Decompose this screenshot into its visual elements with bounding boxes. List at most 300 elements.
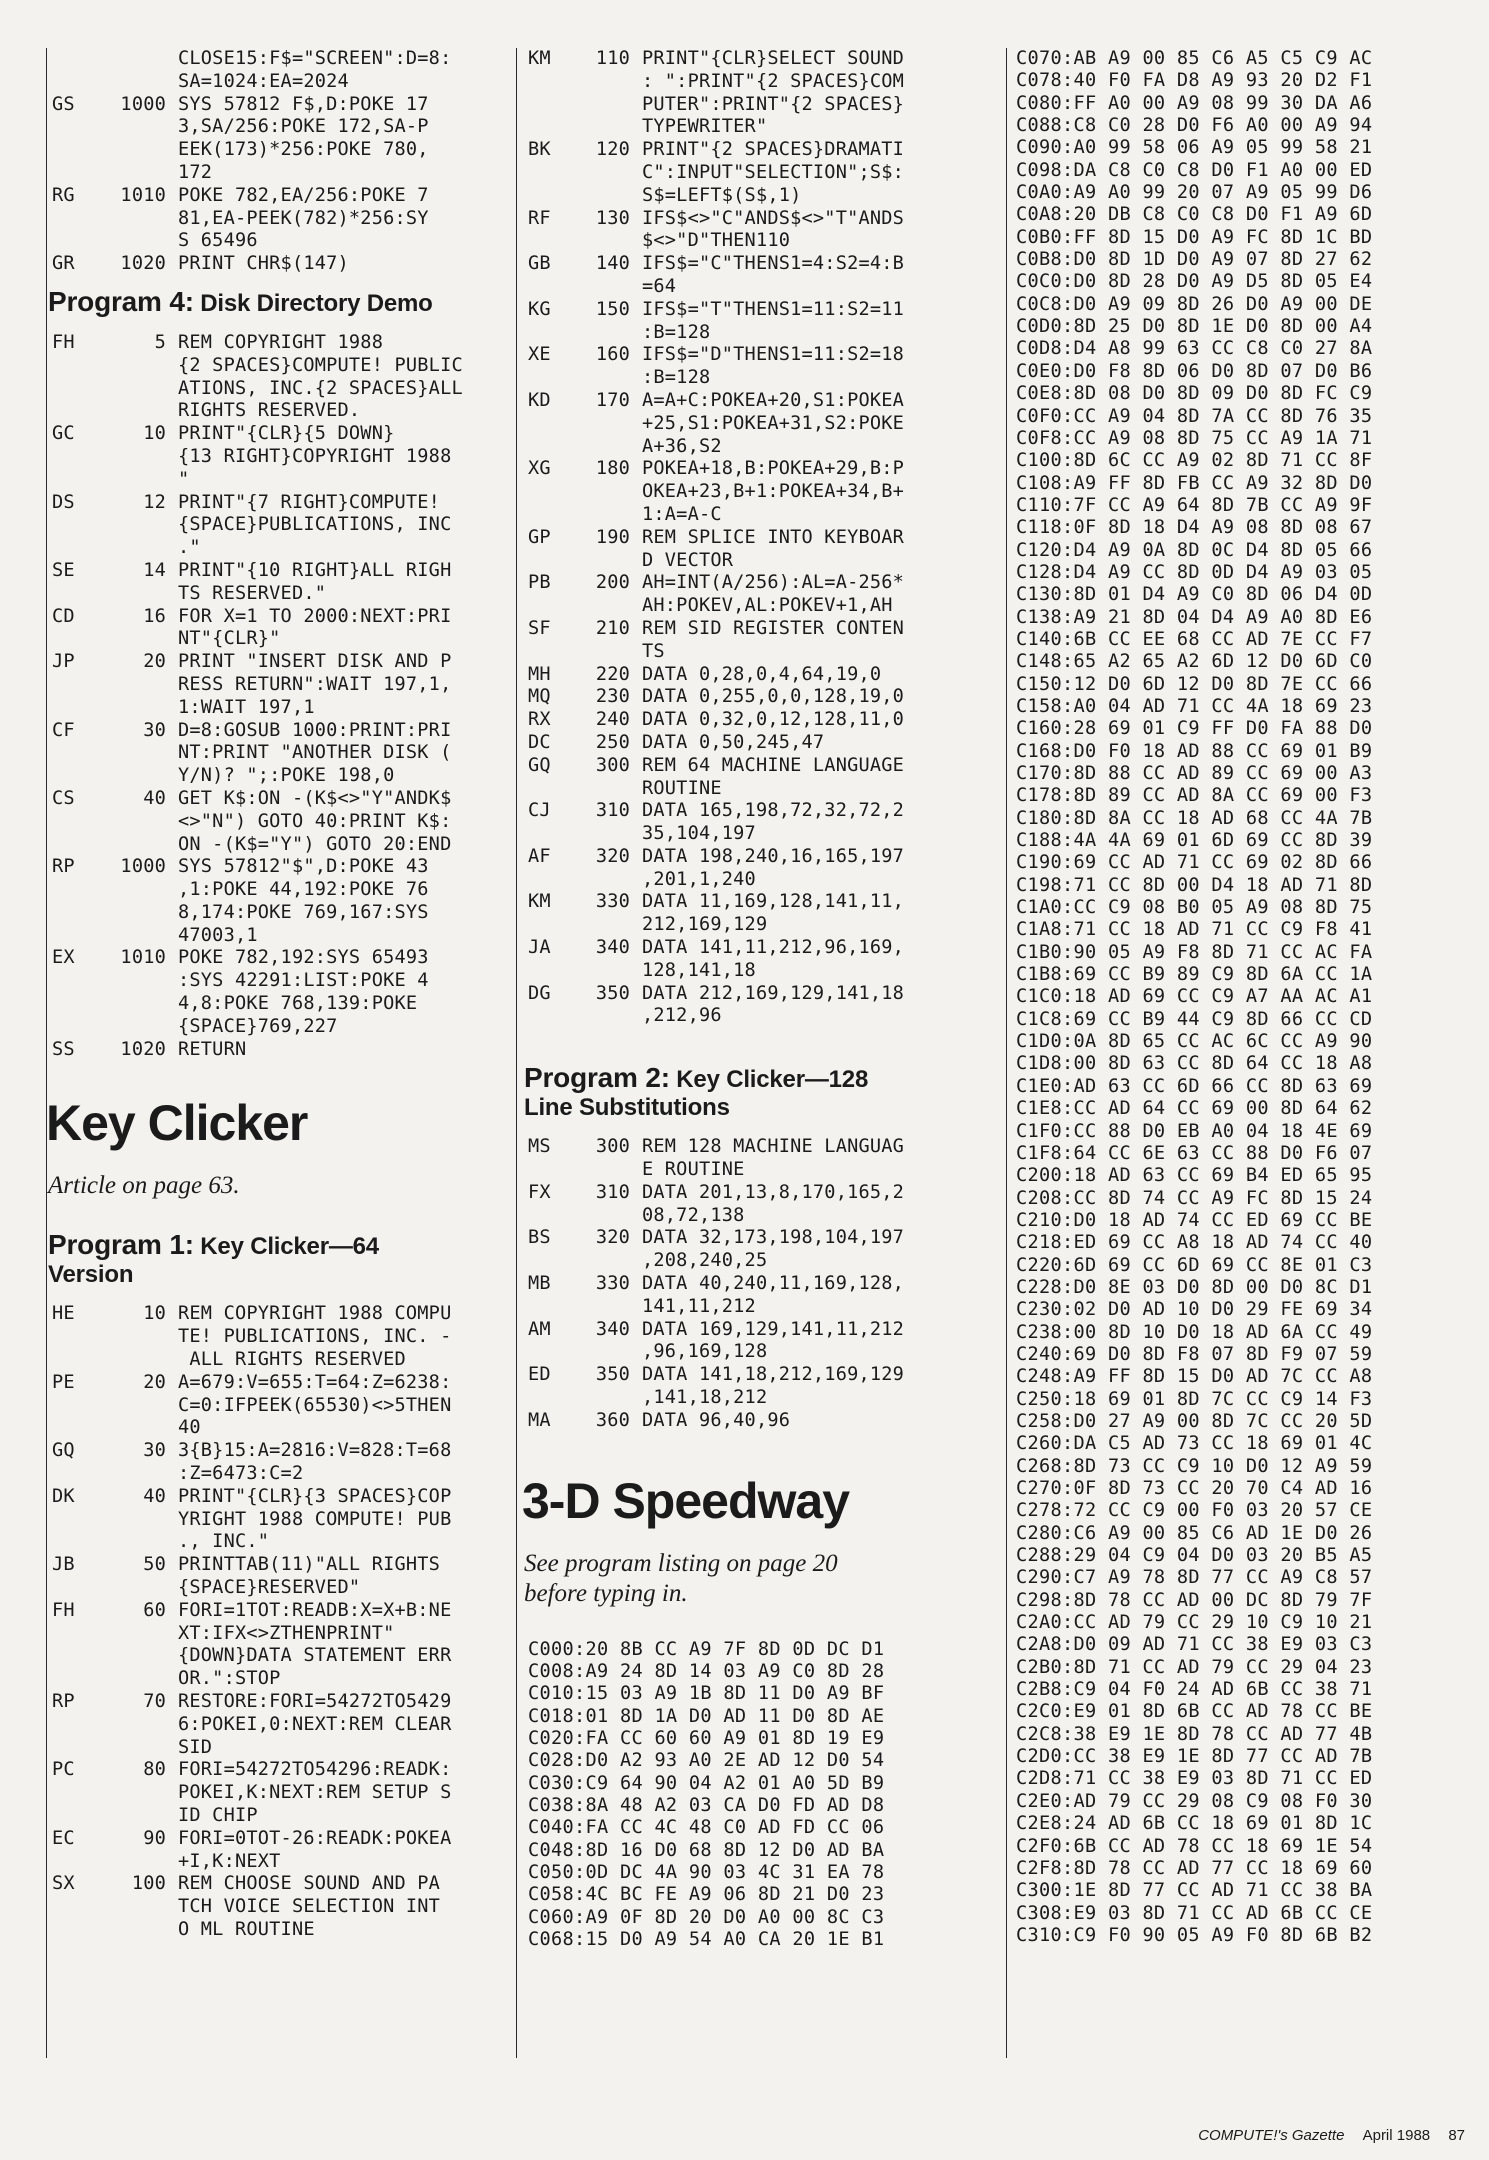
listing-line <box>52 94 500 117</box>
code-text: {13 RIGHT}COPYRIGHT 1988 <box>178 445 452 467</box>
hex-line: C270:0F 8D 73 CC 20 70 C4 AD 16 <box>1016 1478 1373 1499</box>
listing-line <box>52 606 500 629</box>
listing-line <box>52 1668 500 1691</box>
line-number: 110 <box>595 48 630 69</box>
checksum: SE <box>52 559 75 581</box>
code-text: AH=INT(A/256):AL=A-256* <box>642 572 905 594</box>
listing-line <box>528 1364 998 1387</box>
hex-line: C2A8:D0 09 AD 71 CC 38 E9 03 C3 <box>1016 1634 1373 1656</box>
code-text: DATA 141,11,212,96,169, <box>642 937 905 959</box>
code-text: DATA 141,18,212,169,129 <box>642 1364 905 1386</box>
code-text: DATA 96,40,96 <box>642 1409 791 1431</box>
code-text: FORI=1TOT:READB:X=X+B:NE <box>178 1599 452 1621</box>
code-text: C=0:IFPEEK(65530)<>5THEN <box>178 1394 452 1416</box>
listing-line <box>528 94 998 117</box>
checksum: RP <box>52 856 75 878</box>
line-number: 190 <box>595 526 630 548</box>
code-text: =64 <box>642 275 677 297</box>
code-text: TCH VOICE SELECTION INT <box>178 1896 441 1918</box>
listing-line <box>528 458 998 481</box>
hex-line: C158:A0 04 AD 71 CC 4A 18 69 23 <box>1016 695 1373 717</box>
checksum: MH <box>528 663 551 685</box>
checksum: MS <box>528 1136 551 1158</box>
code-text: <>"N") GOTO 40:PRINT K$: <box>178 810 452 832</box>
code-text: REM 128 MACHINE LANGUAG <box>642 1136 905 1158</box>
code-text: RESS RETURN":WAIT 197,1, <box>178 673 452 695</box>
listing-line <box>52 185 500 208</box>
checksum: GC <box>52 423 75 445</box>
line-number: 150 <box>595 298 630 320</box>
hex-line: C0E8:8D 08 D0 8D 09 D0 8D FC C9 <box>1016 383 1373 405</box>
checksum: GP <box>528 526 551 548</box>
code-text: :B=128 <box>642 367 711 389</box>
program-1-listing-continued <box>528 48 998 1028</box>
program-4-listing <box>52 332 500 1062</box>
listing-line <box>528 185 998 208</box>
code-text: 3{B}15:A=2816:V=828:T=68 <box>178 1440 452 1462</box>
code-text: 128,141,18 <box>642 959 756 981</box>
code-text: ATIONS, INC.{2 SPACES}ALL <box>178 377 463 399</box>
code-text: REM SID REGISTER CONTEN <box>642 617 905 639</box>
hex-line: C2F8:8D 78 CC AD 77 CC 18 69 60 <box>1016 1857 1373 1879</box>
listing-line <box>528 1182 998 1205</box>
line-number: 310 <box>595 1181 630 1203</box>
listing-line <box>528 1387 998 1410</box>
code-text: Y/N)? ";:POKE 198,0 <box>178 765 395 787</box>
listing-line <box>528 436 998 459</box>
listing-line <box>52 1372 500 1395</box>
code-text: DATA 0,32,0,12,128,11,0 <box>642 709 905 731</box>
listing-line <box>528 641 998 664</box>
listing-line <box>52 400 500 423</box>
listing-line <box>52 1395 500 1418</box>
code-text: 3,SA/256:POKE 172,SA-P <box>178 116 429 138</box>
code-text: SID <box>178 1736 213 1758</box>
code-text: POKE 782,192:SYS 65493 <box>178 947 429 969</box>
hex-line: C178:8D 89 CC AD 8A CC 69 00 F3 <box>1016 785 1373 807</box>
listing-line <box>528 344 998 367</box>
checksum: GB <box>528 253 551 275</box>
listing-line <box>528 1341 998 1364</box>
checksum: PE <box>52 1371 75 1393</box>
code-text: SYS 57812 F$,D:POKE 17 <box>178 93 429 115</box>
hex-line: C148:65 A2 65 A2 6D 12 D0 6D C0 <box>1016 651 1373 673</box>
checksum: PB <box>528 572 551 594</box>
listing-line <box>52 492 500 515</box>
listing-line <box>52 1691 500 1714</box>
listing-line <box>52 537 500 560</box>
code-text: PRINT"{CLR}SELECT SOUND <box>642 48 905 69</box>
hex-line: C218:ED 69 CC A8 18 AD 74 CC 40 <box>1016 1232 1373 1254</box>
code-text: SA=1024:EA=2024 <box>178 70 349 92</box>
listing-line <box>528 162 998 185</box>
listing-line <box>528 1227 998 1250</box>
code-text: ,1:POKE 44,192:POKE 76 <box>178 879 429 901</box>
listing-line <box>52 1828 500 1851</box>
listing-line <box>52 1896 500 1919</box>
listing-line <box>52 446 500 469</box>
line-number: 70 <box>143 1691 166 1713</box>
hex-line: C2C8:38 E9 1E 8D 78 CC AD 77 4B <box>1016 1723 1373 1745</box>
listing-line <box>528 937 998 960</box>
hex-line: C2B8:C9 04 F0 24 AD 6B CC 38 71 <box>1016 1679 1373 1701</box>
page-footer <box>1198 2127 1465 2144</box>
listing-line <box>52 355 500 378</box>
checksum: CF <box>52 719 75 741</box>
hex-line: C240:69 D0 8D F8 07 8D F9 07 59 <box>1016 1343 1373 1365</box>
listing-line <box>52 1463 500 1486</box>
listing-line <box>52 1440 500 1463</box>
listing-line <box>528 1005 998 1028</box>
code-text: {SPACE}RESERVED" <box>178 1577 361 1599</box>
code-text: 6:POKEI,0:NEXT:REM CLEAR <box>178 1713 452 1735</box>
hex-line: C250:18 69 01 8D 7C CC C9 14 F3 <box>1016 1388 1373 1410</box>
listing-line <box>52 560 500 583</box>
listing-line <box>528 413 998 436</box>
hex-line: C188:4A 4A 69 01 6D 69 CC 8D 39 <box>1016 830 1373 852</box>
listing-line <box>52 71 500 94</box>
code-text: PRINT"{10 RIGHT}ALL RIGH <box>178 559 452 581</box>
line-number: 320 <box>595 1227 630 1249</box>
listing-line <box>528 139 998 162</box>
listing-line <box>528 983 998 1006</box>
hex-line: C200:18 AD 63 CC 69 B4 ED 65 95 <box>1016 1165 1373 1187</box>
hex-line: C258:D0 27 A9 00 8D 7C CC 20 5D <box>1016 1410 1373 1432</box>
listing-line <box>528 618 998 641</box>
listing-line <box>52 742 500 765</box>
listing-line <box>52 1554 500 1577</box>
code-text: 212,169,129 <box>642 914 768 936</box>
code-text: REM COPYRIGHT 1988 COMPU <box>178 1303 452 1325</box>
code-text: DATA 165,198,72,32,72,2 <box>642 800 905 822</box>
code-text: PRINT"{2 SPACES}DRAMATI <box>642 139 905 161</box>
code-text: S$=LEFT$(S$,1) <box>642 184 802 206</box>
code-text: DATA 40,240,11,169,128, <box>642 1273 905 1295</box>
code-text: ALL RIGHTS RESERVED <box>178 1349 406 1371</box>
checksum: MQ <box>528 686 551 708</box>
checksum: GS <box>52 93 75 115</box>
hex-line: C070:AB A9 00 85 C6 A5 C5 C9 AC <box>1016 48 1373 69</box>
listing-line <box>528 299 998 322</box>
hex-line: C018:01 8D 1A D0 AD 11 D0 8D AE <box>528 1705 885 1727</box>
listing-line <box>52 651 500 674</box>
hex-line: C020:FA CC 60 60 A9 01 8D 19 E9 <box>528 1728 885 1749</box>
listing-line <box>528 1296 998 1319</box>
code-text: 4,8:POKE 768,139:POKE <box>178 993 418 1015</box>
hex-line: C100:8D 6C CC A9 02 8D 71 CC 8F <box>1016 450 1373 472</box>
listing-line <box>52 628 500 651</box>
checksum: CJ <box>528 800 551 822</box>
checksum: JP <box>52 651 75 673</box>
line-number: 300 <box>595 1136 630 1158</box>
hex-line: C150:12 D0 6D 12 D0 8D 7E CC 66 <box>1016 673 1373 695</box>
code-text: 8,174:POKE 769,167:SYS <box>178 901 429 923</box>
hex-line: C198:71 CC 8D 00 D4 18 AD 71 8D <box>1016 874 1373 896</box>
code-text: POKEA+18,B:POKEA+29,B:P <box>642 458 905 480</box>
code-text: ,212,96 <box>642 1005 722 1027</box>
line-number: 20 <box>143 651 166 673</box>
code-text: 08,72,138 <box>642 1204 745 1226</box>
hex-line: C2B0:8D 71 CC AD 79 CC 29 04 23 <box>1016 1656 1373 1678</box>
line-number: 240 <box>595 709 630 731</box>
listing-line <box>528 960 998 983</box>
hex-line: C288:29 04 C9 04 D0 03 20 B5 A5 <box>1016 1545 1373 1567</box>
checksum: DK <box>52 1485 75 1507</box>
code-text: DATA 198,240,16,165,197 <box>642 845 905 867</box>
hex-line: C160:28 69 01 C9 FF D0 FA 88 D0 <box>1016 718 1373 740</box>
listing-line <box>528 914 998 937</box>
line-number: 160 <box>595 344 630 366</box>
line-number: 1010 <box>120 947 166 969</box>
listing-line <box>52 1851 500 1874</box>
line-number: 10 <box>143 1303 166 1325</box>
code-text: IFS$="T"THENS1=11:S2=11 <box>642 298 905 320</box>
code-text: REM 64 MACHINE LANGUAGE <box>642 754 905 776</box>
listing-line <box>528 71 998 94</box>
checksum: GQ <box>52 1440 75 1462</box>
listing-continuation <box>52 48 500 276</box>
code-text: PRINT"{7 RIGHT}COMPUTE! <box>178 491 441 513</box>
code-text: DATA 0,50,245,47 <box>642 731 825 753</box>
line-number: 16 <box>143 605 166 627</box>
program-number: Program 2: <box>524 1062 670 1094</box>
line-number: 20 <box>143 1371 166 1393</box>
listing-line <box>52 116 500 139</box>
hex-line: C030:C9 64 90 04 A2 01 A0 5D B9 <box>528 1772 885 1794</box>
code-text: PRINTTAB(11)"ALL RIGHTS <box>178 1554 441 1576</box>
hex-line: C000:20 8B CC A9 7F 8D 0D DC D1 <box>528 1638 885 1660</box>
program-title-line2: Line Substitutions <box>524 1094 730 1122</box>
code-text: D VECTOR <box>642 549 734 571</box>
code-text: FORI=0TOT-26:READK:POKEA <box>178 1827 452 1849</box>
checksum: FH <box>52 331 75 353</box>
listing-line <box>52 1349 500 1372</box>
line-number: 340 <box>595 937 630 959</box>
column-rule <box>46 48 47 2058</box>
hex-line: C1C8:69 CC B9 44 C9 8D 66 CC CD <box>1016 1008 1373 1030</box>
code-text: DATA 169,129,141,11,212 <box>642 1318 905 1340</box>
line-number: 350 <box>595 1364 630 1386</box>
code-text: ,201,1,240 <box>642 868 756 890</box>
code-text: RESTORE:FORI=54272TO5429 <box>178 1691 452 1713</box>
listing-line <box>528 504 998 527</box>
checksum: EC <box>52 1827 75 1849</box>
checksum: GR <box>52 253 75 275</box>
checksum: RF <box>528 207 551 229</box>
program-title: Key Clicker—64 <box>200 1233 379 1261</box>
line-number: 200 <box>595 572 630 594</box>
hex-line: C118:0F 8D 18 D4 A9 08 8D 08 67 <box>1016 517 1373 539</box>
listing-line <box>528 208 998 231</box>
hex-line: C090:A0 99 58 06 A9 05 99 58 21 <box>1016 137 1373 159</box>
hex-line: C028:D0 A2 93 A0 2E AD 12 D0 54 <box>528 1750 885 1772</box>
hex-line: C1E8:CC AD 64 CC 69 00 8D 64 62 <box>1016 1098 1373 1120</box>
code-text: ROUTINE <box>642 777 722 799</box>
code-text: SYS 57812"$",D:POKE 43 <box>178 856 429 878</box>
hex-line: C130:8D 01 D4 A9 C0 8D 06 D4 0D <box>1016 584 1373 606</box>
line-number: 40 <box>143 787 166 809</box>
code-text: POKE 782,EA/256:POKE 7 <box>178 184 429 206</box>
hex-line: C180:8D 8A CC 18 AD 68 CC 4A 7B <box>1016 807 1373 829</box>
checksum: AM <box>528 1318 551 1340</box>
listing-line <box>528 778 998 801</box>
hex-line: C0D0:8D 25 D0 8D 1E D0 8D 00 A4 <box>1016 316 1373 338</box>
hex-line: C190:69 CC AD 71 CC 69 02 8D 66 <box>1016 852 1373 874</box>
column-1 <box>46 48 500 1942</box>
program-title-line2: Version <box>48 1261 134 1289</box>
code-text: DATA 0,28,0,4,64,19,0 <box>642 663 882 685</box>
hex-line: C238:00 8D 10 D0 18 AD 6A CC 49 <box>1016 1321 1373 1343</box>
listing-line <box>528 1319 998 1342</box>
line-number: 230 <box>595 686 630 708</box>
checksum: CD <box>52 605 75 627</box>
listing-line <box>52 902 500 925</box>
hex-line: C0E0:D0 F8 8D 06 D0 8D 07 D0 B6 <box>1016 360 1373 382</box>
hex-line: C0C8:D0 A9 09 8D 26 D0 A9 00 DE <box>1016 293 1373 315</box>
line-number: 360 <box>595 1409 630 1431</box>
listing-line <box>52 162 500 185</box>
column-3 <box>1016 48 1484 1947</box>
listing-line <box>528 732 998 755</box>
code-text: +I,K:NEXT <box>178 1850 281 1872</box>
hex-line: C058:4C BC FE A9 06 8D 21 D0 23 <box>528 1884 885 1906</box>
hex-line: C1B0:90 05 A9 F8 8D 71 CC AC FA <box>1016 941 1373 963</box>
line-number: 210 <box>595 617 630 639</box>
listing-line <box>528 116 998 139</box>
hex-line: C230:02 D0 AD 10 D0 29 FE 69 34 <box>1016 1299 1373 1321</box>
hex-line: C010:15 03 A9 1B 8D 11 D0 A9 BF <box>528 1683 885 1705</box>
code-text: CLOSE15:F$="SCREEN":D=8: <box>178 48 452 69</box>
hex-line: C210:D0 18 AD 74 CC ED 69 CC BE <box>1016 1209 1373 1231</box>
code-text: :SYS 42291:LIST:POKE 4 <box>178 970 429 992</box>
listing-line <box>52 514 500 537</box>
checksum: SX <box>52 1873 75 1895</box>
listing-line <box>52 947 500 970</box>
code-text: {SPACE}769,227 <box>178 1015 338 1037</box>
listing-line <box>52 1509 500 1532</box>
listing-line <box>528 390 998 413</box>
line-number: 10 <box>143 423 166 445</box>
program-2-heading <box>524 1064 998 1122</box>
code-text: 35,104,197 <box>642 823 756 845</box>
program-number: Program 1: <box>48 1229 194 1261</box>
line-number: 30 <box>143 1440 166 1462</box>
line-number: 310 <box>595 800 630 822</box>
code-text: REM COPYRIGHT 1988 <box>178 331 384 353</box>
code-text: 47003,1 <box>178 924 258 946</box>
hex-line: C050:0D DC 4A 90 03 4C 31 EA 78 <box>528 1862 885 1884</box>
hex-line: C298:8D 78 CC AD 00 DC 8D 79 7F <box>1016 1589 1373 1611</box>
program-number: Program 4: <box>48 285 194 317</box>
code-text: 1:A=A-C <box>642 503 722 525</box>
checksum: FH <box>52 1599 75 1621</box>
checksum: HE <box>52 1303 75 1325</box>
checksum: GQ <box>528 754 551 776</box>
code-text: ,208,240,25 <box>642 1250 768 1272</box>
line-number: 330 <box>595 891 630 913</box>
line-number: 1010 <box>120 184 166 206</box>
checksum: KD <box>528 389 551 411</box>
hex-line: C128:D4 A9 CC 8D 0D D4 A9 03 05 <box>1016 561 1373 583</box>
checksum: BS <box>528 1227 551 1249</box>
listing-line <box>52 1600 500 1623</box>
listing-line <box>52 1326 500 1349</box>
listing-line <box>52 765 500 788</box>
hex-line: C060:A9 0F 8D 20 D0 A0 00 8C C3 <box>528 1906 885 1928</box>
listing-line <box>528 481 998 504</box>
page-number: 87 <box>1448 2127 1465 2144</box>
code-text: RIGHTS RESERVED. <box>178 400 361 422</box>
code-text: POKEI,K:NEXT:REM SETUP S <box>178 1782 452 1804</box>
hex-line: C2E8:24 AD 6B CC 18 69 01 8D 1C <box>1016 1813 1373 1835</box>
hex-line: C0A8:20 DB C8 C0 C8 D0 F1 A9 6D <box>1016 204 1373 226</box>
listing-line <box>528 322 998 345</box>
listing-line <box>52 1714 500 1737</box>
listing-line <box>52 208 500 231</box>
code-text: ,141,18,212 <box>642 1387 768 1409</box>
program-title: Key Clicker—128 <box>676 1066 869 1094</box>
listing-line <box>528 846 998 869</box>
line-number: 350 <box>595 982 630 1004</box>
listing-line <box>52 1873 500 1896</box>
checksum: KM <box>528 891 551 913</box>
listing-line <box>528 595 998 618</box>
listing-line <box>528 572 998 595</box>
checksum: RP <box>52 1691 75 1713</box>
listing-line <box>52 230 500 253</box>
hex-line: C1A8:71 CC 18 AD 71 CC C9 F8 41 <box>1016 919 1373 941</box>
checksum: XG <box>528 458 551 480</box>
code-text: S 65496 <box>178 230 258 252</box>
line-number: 130 <box>595 207 630 229</box>
listing-line <box>528 367 998 390</box>
code-text: ID CHIP <box>178 1805 258 1826</box>
line-number: 300 <box>595 754 630 776</box>
listing-line <box>52 583 500 606</box>
listing-line <box>528 686 998 709</box>
hex-line: C138:A9 21 8D 04 D4 A9 A0 8D E6 <box>1016 606 1373 628</box>
code-text: NT:PRINT "ANOTHER DISK ( <box>178 742 452 764</box>
listing-line <box>52 834 500 857</box>
hex-line: C098:DA C8 C0 C8 D0 F1 A0 00 ED <box>1016 159 1373 181</box>
listing-line <box>52 332 500 355</box>
column-2 <box>522 48 998 1951</box>
code-text: OKEA+23,B+1:POKEA+34,B+ <box>642 481 905 503</box>
code-text: IFS$="C"THENS1=4:S2=4:B <box>642 253 905 275</box>
code-text: TE! PUBLICATIONS, INC. - <box>178 1326 452 1348</box>
listing-line <box>528 800 998 823</box>
hex-line: C140:6B CC EE 68 CC AD 7E CC F7 <box>1016 628 1373 650</box>
listing-line <box>52 1782 500 1805</box>
code-text: DATA 212,169,129,141,18 <box>642 982 905 1004</box>
code-text: 172 <box>178 161 213 183</box>
code-text: XT:IFX<>ZTHENPRINT" <box>178 1622 395 1644</box>
line-number: 220 <box>595 663 630 685</box>
listing-line <box>528 823 998 846</box>
hex-line: C048:8D 16 D0 68 8D 12 D0 AD BA <box>528 1839 885 1861</box>
hex-line: C038:8A 48 A2 03 CA D0 FD AD D8 <box>528 1795 885 1817</box>
listing-line <box>52 993 500 1016</box>
code-text: :Z=6473:C=2 <box>178 1463 304 1485</box>
code-text: C":INPUT"SELECTION";S$: <box>642 161 905 183</box>
listing-line <box>528 664 998 687</box>
code-text: ,96,169,128 <box>642 1341 768 1363</box>
listing-line <box>52 1531 500 1554</box>
checksum: JA <box>528 937 551 959</box>
line-number: 100 <box>131 1873 166 1895</box>
program-title: Disk Directory Demo <box>200 289 433 317</box>
article-reference: See program listing on page 20 before typing in. <box>524 1549 838 1607</box>
